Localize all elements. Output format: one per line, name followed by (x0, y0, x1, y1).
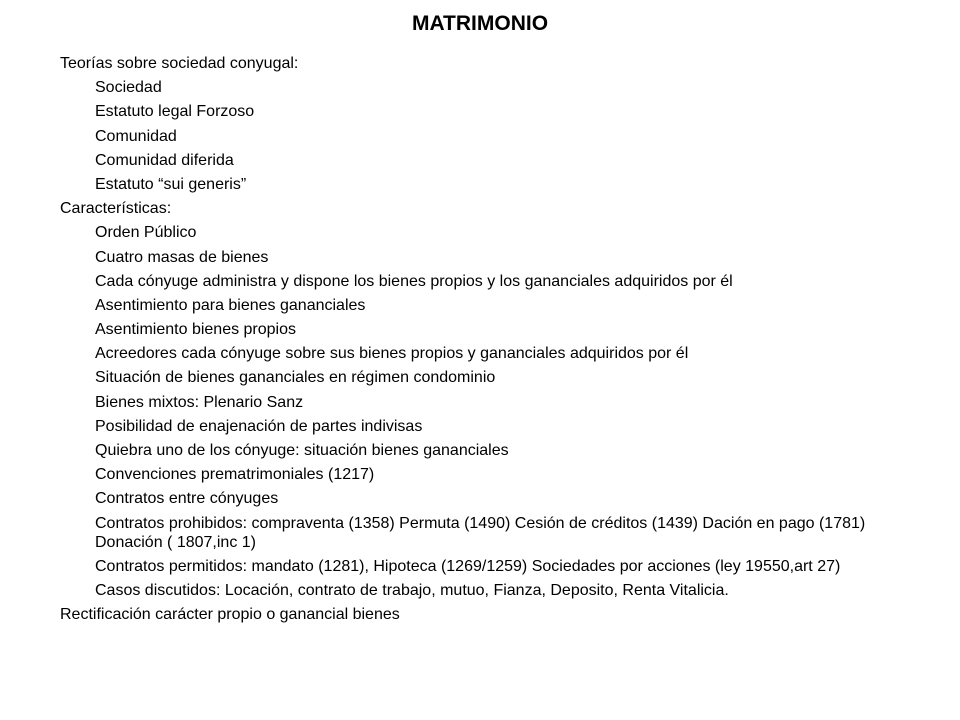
list-item: Contratos permitidos: mandato (1281), Hipoteca (1269/1259) Sociedades por acciones (ley 19550,art 27) (95, 557, 841, 575)
list-item: Posibilidad de enajenación de partes indivisas (95, 417, 423, 435)
list-item: Asentimiento bienes propios (95, 321, 297, 339)
section-heading-teorias: Teorías sobre sociedad conyugal: (60, 55, 299, 72)
list-item: Comunidad diferida (95, 151, 234, 169)
list-item: Cada cónyuge administra y dispone los bienes propios y los gananciales adquiridos por él (95, 272, 733, 290)
section-heading-rectificacion: Rectificación carácter propio o ganancial bienes (60, 606, 400, 624)
list-item: Quiebra uno de los cónyuge: situación bienes gananciales (95, 442, 509, 459)
slide-title: MATRIMONIO (411, 12, 549, 35)
list-item: Acreedores cada cónyuge sobre sus bienes propios y gananciales adquiridos por él (95, 345, 689, 363)
list-item: Comunidad (95, 127, 177, 145)
list-item: Bienes mixtos: Plenario Sanz (95, 393, 304, 411)
list-item: Cuatro masas de bienes (95, 248, 269, 266)
list-item: Contratos prohibidos: compraventa (1358) Permuta (1490) Cesión de créditos (1439) Dación en pago (1781) Donación ( 1807,inc 1) (95, 514, 866, 551)
list-item: Orden Público (95, 224, 197, 242)
list-item: Situación de bienes gananciales en régimen condominio (95, 369, 496, 387)
list-item: Casos discutidos: Locación, contrato de trabajo, mutuo, Fianza, Deposito, Renta Vitalicia. (95, 581, 729, 599)
list-item: Estatuto “sui generis” (95, 175, 247, 193)
section-heading-caracteristicas: Características: (60, 200, 172, 218)
slide-content (60, 54, 900, 629)
list-item: Sociedad (95, 79, 162, 97)
list-item: Convenciones prematrimoniales (1217) (95, 466, 375, 484)
list-item: Contratos entre cónyuges (95, 490, 279, 508)
list-item: Estatuto legal Forzoso (95, 103, 255, 121)
list-item: Asentimiento para bienes gananciales (95, 296, 366, 314)
